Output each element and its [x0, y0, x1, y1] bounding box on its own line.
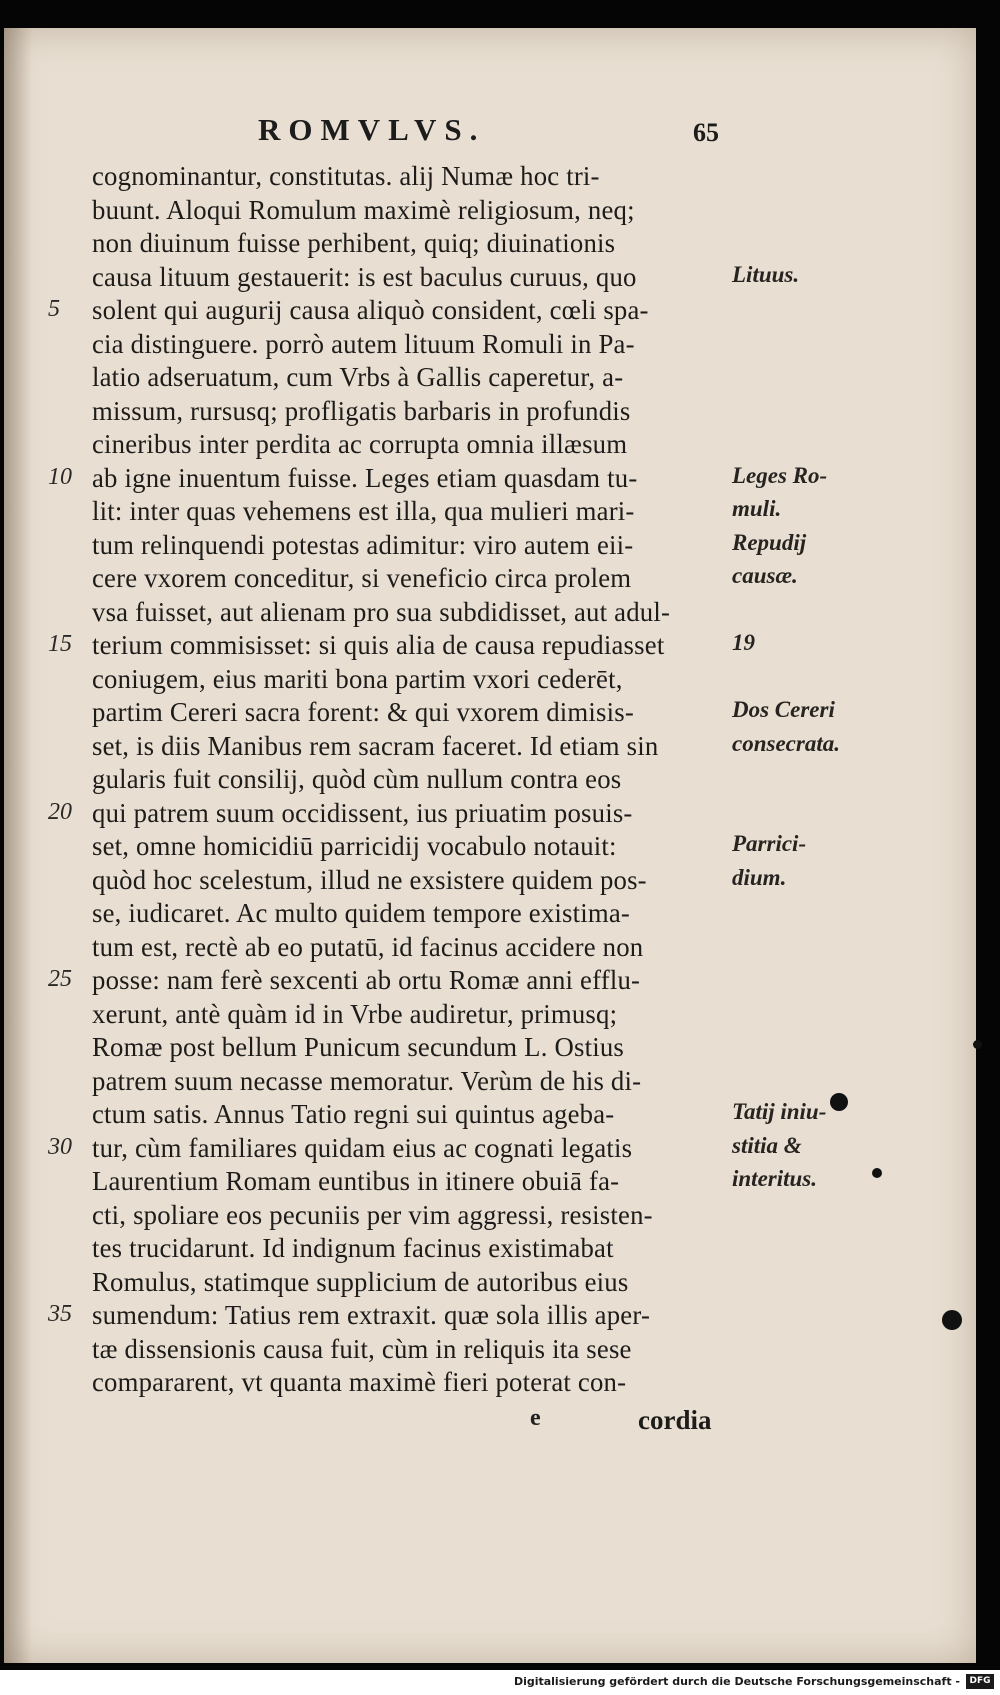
text-line — [0, 763, 1000, 797]
page-header — [0, 112, 1000, 152]
line-text: cognominantur, constitutas. alij Numæ hoc tri- — [92, 161, 600, 191]
text-line — [0, 964, 1000, 998]
text-line — [0, 797, 1000, 831]
text-line — [0, 1031, 1000, 1065]
line-text: coniugem, eius mariti bona partim vxori cederēt, — [92, 663, 623, 694]
line-text: causa lituum gestauerit: is est baculus curuus, quo — [92, 261, 637, 292]
line-text: gularis fuit consilij, quòd cùm nullum contra eos — [92, 764, 622, 794]
line-text: sumendum: Tatius rem extraxit. quæ sola illis aper- — [92, 1300, 651, 1330]
digitization-footer — [0, 1670, 1000, 1695]
text-line — [0, 1065, 1000, 1099]
line-text: se, iudicaret. Ac multo quidem tempore existima- — [92, 898, 631, 928]
line-number: 35 — [48, 1301, 72, 1327]
line-text: cti, spoliare eos pecuniis per vim aggressi, resisten- — [92, 1199, 653, 1230]
line-text: set, is diis Manibus rem sacram faceret. Id etiam sin — [92, 730, 659, 761]
text-line — [0, 395, 1000, 429]
line-text: Romulus, statimque supplicium de autoribus eius — [92, 1266, 629, 1297]
text-line — [0, 462, 1000, 496]
text-line — [0, 629, 1000, 663]
line-text: buunt. Aloqui Romulum maximè religiosum, neq; — [92, 194, 635, 225]
line-text: tes trucidarunt. Id indignum facinus existimabat — [92, 1233, 614, 1263]
ink-spot — [872, 1168, 882, 1178]
text-line — [0, 663, 1000, 697]
line-text: missum, rursusq; profligatis barbaris in profundis — [92, 395, 631, 426]
text-line — [0, 696, 1000, 730]
line-number: 10 — [48, 463, 72, 490]
line-text: vsa fuisset, aut alienam pro sua subdidisset, aut adul- — [92, 596, 671, 627]
text-line — [0, 328, 1000, 362]
text-line — [0, 428, 1000, 462]
signature-mark: e — [530, 1405, 541, 1431]
text-line — [0, 897, 1000, 931]
text-line — [0, 495, 1000, 529]
marginal-note: Lituus. — [732, 261, 800, 287]
line-number: 25 — [48, 966, 72, 992]
catchword: cordia — [638, 1405, 712, 1435]
text-line — [0, 361, 1000, 395]
text-line — [0, 562, 1000, 596]
text-line — [0, 1232, 1000, 1266]
line-text: qui patrem suum occidissent, ius priuatim posuis- — [92, 797, 633, 828]
line-number: 15 — [48, 631, 72, 657]
line-text: patrem suum necasse memoratur. Verùm de his di- — [92, 1065, 642, 1096]
dfg-logo: DFG — [966, 1674, 994, 1689]
marginal-note: 19 — [732, 630, 755, 655]
text-line — [0, 1333, 1000, 1367]
text-line — [0, 294, 1000, 328]
marginal-note: interitus. — [732, 1166, 818, 1191]
text-line — [0, 227, 1000, 261]
marginal-note: Parrici- — [732, 831, 807, 856]
ink-spot — [830, 1093, 848, 1111]
line-text: latio adseruatum, cum Vrbs à Gallis caperetur, a- — [92, 362, 624, 392]
footer-credit: Digitalisierung gefördert durch die Deutsche Forschungsgemeinschaft - — [513, 1675, 960, 1688]
marginal-note: muli. — [732, 496, 782, 521]
marginal-note: consecrata. — [732, 730, 840, 756]
line-number: 30 — [48, 1133, 72, 1160]
folio-number: 65 — [693, 118, 719, 147]
line-text: posse: nam ferè sexcenti ab ortu Romæ anni efflu- — [92, 965, 641, 995]
line-text: terium commisisset: si quis alia de causa repudiasset — [92, 630, 665, 660]
line-text: non diuinum fuisse perhibent, quiq; diuinationis — [92, 228, 616, 258]
line-text: set, omne homicidiū parricidij vocabulo notauit: — [92, 831, 617, 861]
marginal-note: Repudij — [732, 529, 807, 555]
line-text: tum relinquendi potestas adimitur: viro autem eii- — [92, 529, 634, 560]
line-text: compararent, vt quanta maximè fieri poterat con- — [92, 1367, 627, 1397]
line-text: tum est, rectè ab eo putatū, id facinus accidere non — [92, 931, 644, 962]
text-line — [0, 730, 1000, 764]
text-line — [0, 998, 1000, 1032]
text-line — [0, 1165, 1000, 1199]
text-line — [0, 261, 1000, 295]
main-text-block — [0, 160, 1000, 1400]
marginal-note: causæ. — [732, 563, 798, 588]
ink-spot — [973, 1040, 982, 1049]
text-line — [0, 160, 1000, 194]
line-text: ctum satis. Annus Tatio regni sui quintus ageba- — [92, 1099, 615, 1129]
line-text: tur, cùm familiares quidam eius ac cognati legatis — [92, 1132, 633, 1163]
text-line — [0, 194, 1000, 228]
line-text: Romæ post bellum Punicum secundum L. Ostius — [92, 1032, 624, 1062]
marginal-note: stitia & — [732, 1132, 802, 1158]
ink-spot — [942, 1310, 962, 1330]
text-line — [0, 1199, 1000, 1233]
text-line — [0, 1098, 1000, 1132]
marginal-note: Dos Cereri — [732, 697, 835, 722]
marginal-note: Tatij iniu- — [732, 1099, 827, 1124]
text-line — [0, 529, 1000, 563]
line-text: tæ dissensionis causa fuit, cùm in reliquis ita sese — [92, 1333, 632, 1364]
line-text: Laurentium Romam euntibus in itinere obuiā fa- — [92, 1166, 620, 1196]
text-line — [0, 596, 1000, 630]
line-text: lit: inter quas vehemens est illa, qua mulieri mari- — [92, 496, 635, 526]
line-text: cere vxorem conceditur, si veneficio circa prolem — [92, 563, 632, 593]
text-line — [0, 931, 1000, 965]
line-text: partim Cereri sacra forent: & qui vxorem dimisis- — [92, 697, 634, 727]
line-text: ab igne inuentum fuisse. Leges etiam quasdam tu- — [92, 462, 638, 493]
text-line — [0, 1299, 1000, 1333]
line-number: 5 — [48, 296, 60, 322]
line-text: quòd hoc scelestum, illud ne exsistere quidem pos- — [92, 864, 647, 895]
line-number: 20 — [48, 798, 72, 825]
text-line — [0, 830, 1000, 864]
text-line — [0, 1366, 1000, 1400]
marginal-note: Leges Ro- — [732, 462, 828, 488]
text-line — [0, 864, 1000, 898]
line-text: cia distinguere. porrò autem lituum Romuli in Pa- — [92, 328, 635, 359]
catchword-line — [0, 1405, 1000, 1445]
running-title: ROMVLVS. — [258, 112, 486, 147]
text-line — [0, 1132, 1000, 1166]
line-text: cineribus inter perdita ac corrupta omnia illæsum — [92, 429, 628, 459]
marginal-note: dium. — [732, 864, 787, 890]
line-text: solent qui augurij causa aliquò consident, cœli spa- — [92, 295, 649, 325]
text-line — [0, 1266, 1000, 1300]
line-text: xerunt, antè quàm id in Vrbe audiretur, primusq; — [92, 998, 618, 1029]
